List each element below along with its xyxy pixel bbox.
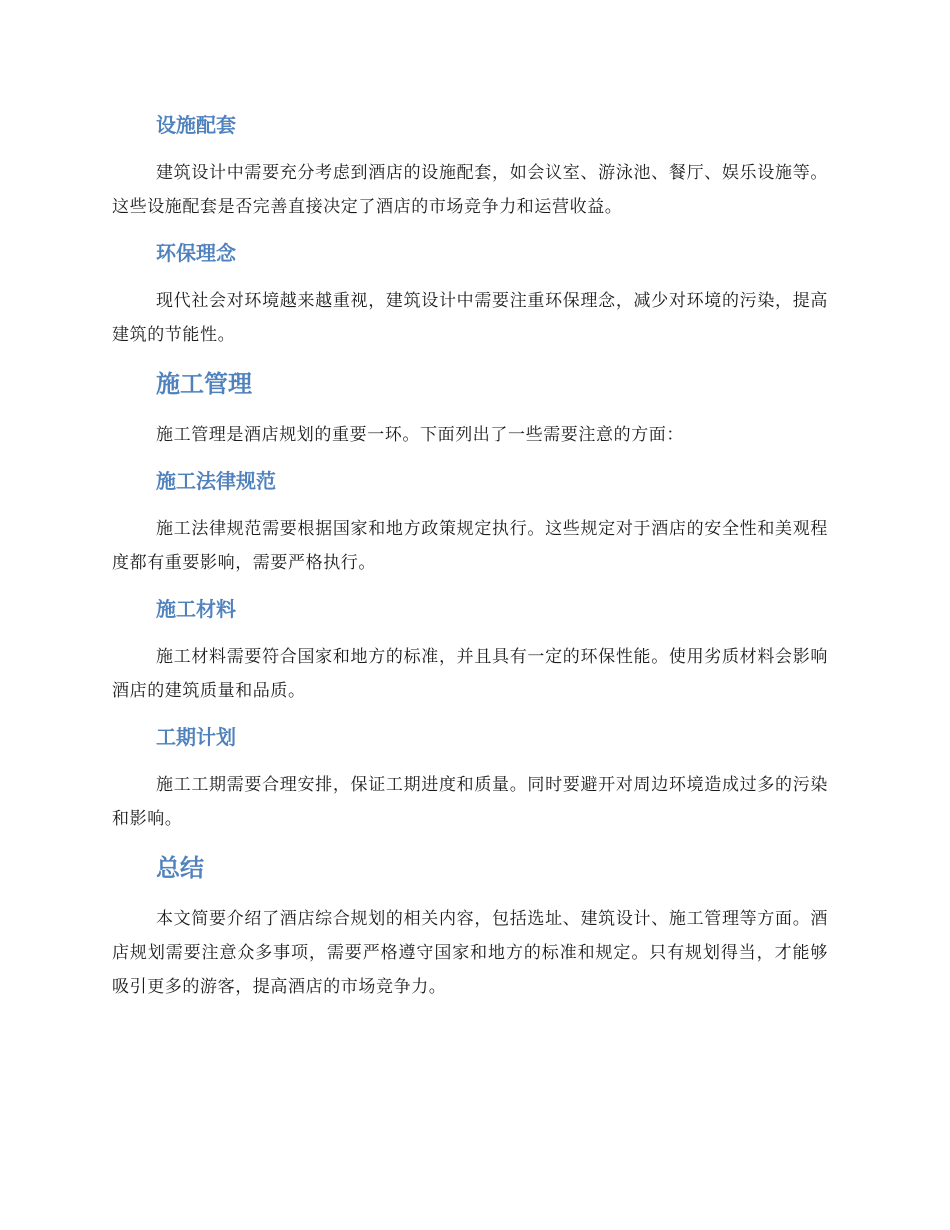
section-heading-eco-concept: 环保理念 xyxy=(156,241,236,265)
document-body xyxy=(112,108,828,1004)
section-heading-schedule: 工期计划 xyxy=(156,725,236,749)
section-paragraph-construction-management: 施工管理是酒店规划的重要一环。下面列出了一些需要注意的方面： xyxy=(156,425,684,445)
section-heading-materials: 施工材料 xyxy=(156,597,236,621)
section-paragraph-schedule: 施工工期需要合理安排，保证工期进度和质量。同时要避开对周边环境造成过多的污染和影响。 xyxy=(112,775,828,829)
section-paragraph-facilities: 建筑设计中需要充分考虑到酒店的设施配套，如会议室、游泳池、餐厅、娱乐设施等。这些设施配套是否完善直接决定了酒店的市场竞争力和运营收益。 xyxy=(112,163,828,217)
section-heading-facilities: 设施配套 xyxy=(156,113,236,137)
section-heading-construction-management: 施工管理 xyxy=(156,370,252,398)
section-heading-summary: 总结 xyxy=(156,854,204,882)
section-paragraph-eco-concept: 现代社会对环境越来越重视，建筑设计中需要注重环保理念，减少对环境的污染，提高建筑的节能性。 xyxy=(112,291,828,345)
section-paragraph-summary: 本文简要介绍了酒店综合规划的相关内容，包括选址、建筑设计、施工管理等方面。酒店规划需要注意众多事项，需要严格遵守国家和地方的标准和规定。只有规划得当，才能够吸引更多的游客，提高酒店的市场竞争力。 xyxy=(112,909,828,997)
section-paragraph-materials: 施工材料需要符合国家和地方的标准，并且具有一定的环保性能。使用劣质材料会影响酒店的建筑质量和品质。 xyxy=(112,647,828,701)
section-paragraph-legal-regulations: 施工法律规范需要根据国家和地方政策规定执行。这些规定对于酒店的安全性和美观程度都有重要影响，需要严格执行。 xyxy=(112,519,828,573)
section-heading-legal-regulations: 施工法律规范 xyxy=(156,469,276,493)
